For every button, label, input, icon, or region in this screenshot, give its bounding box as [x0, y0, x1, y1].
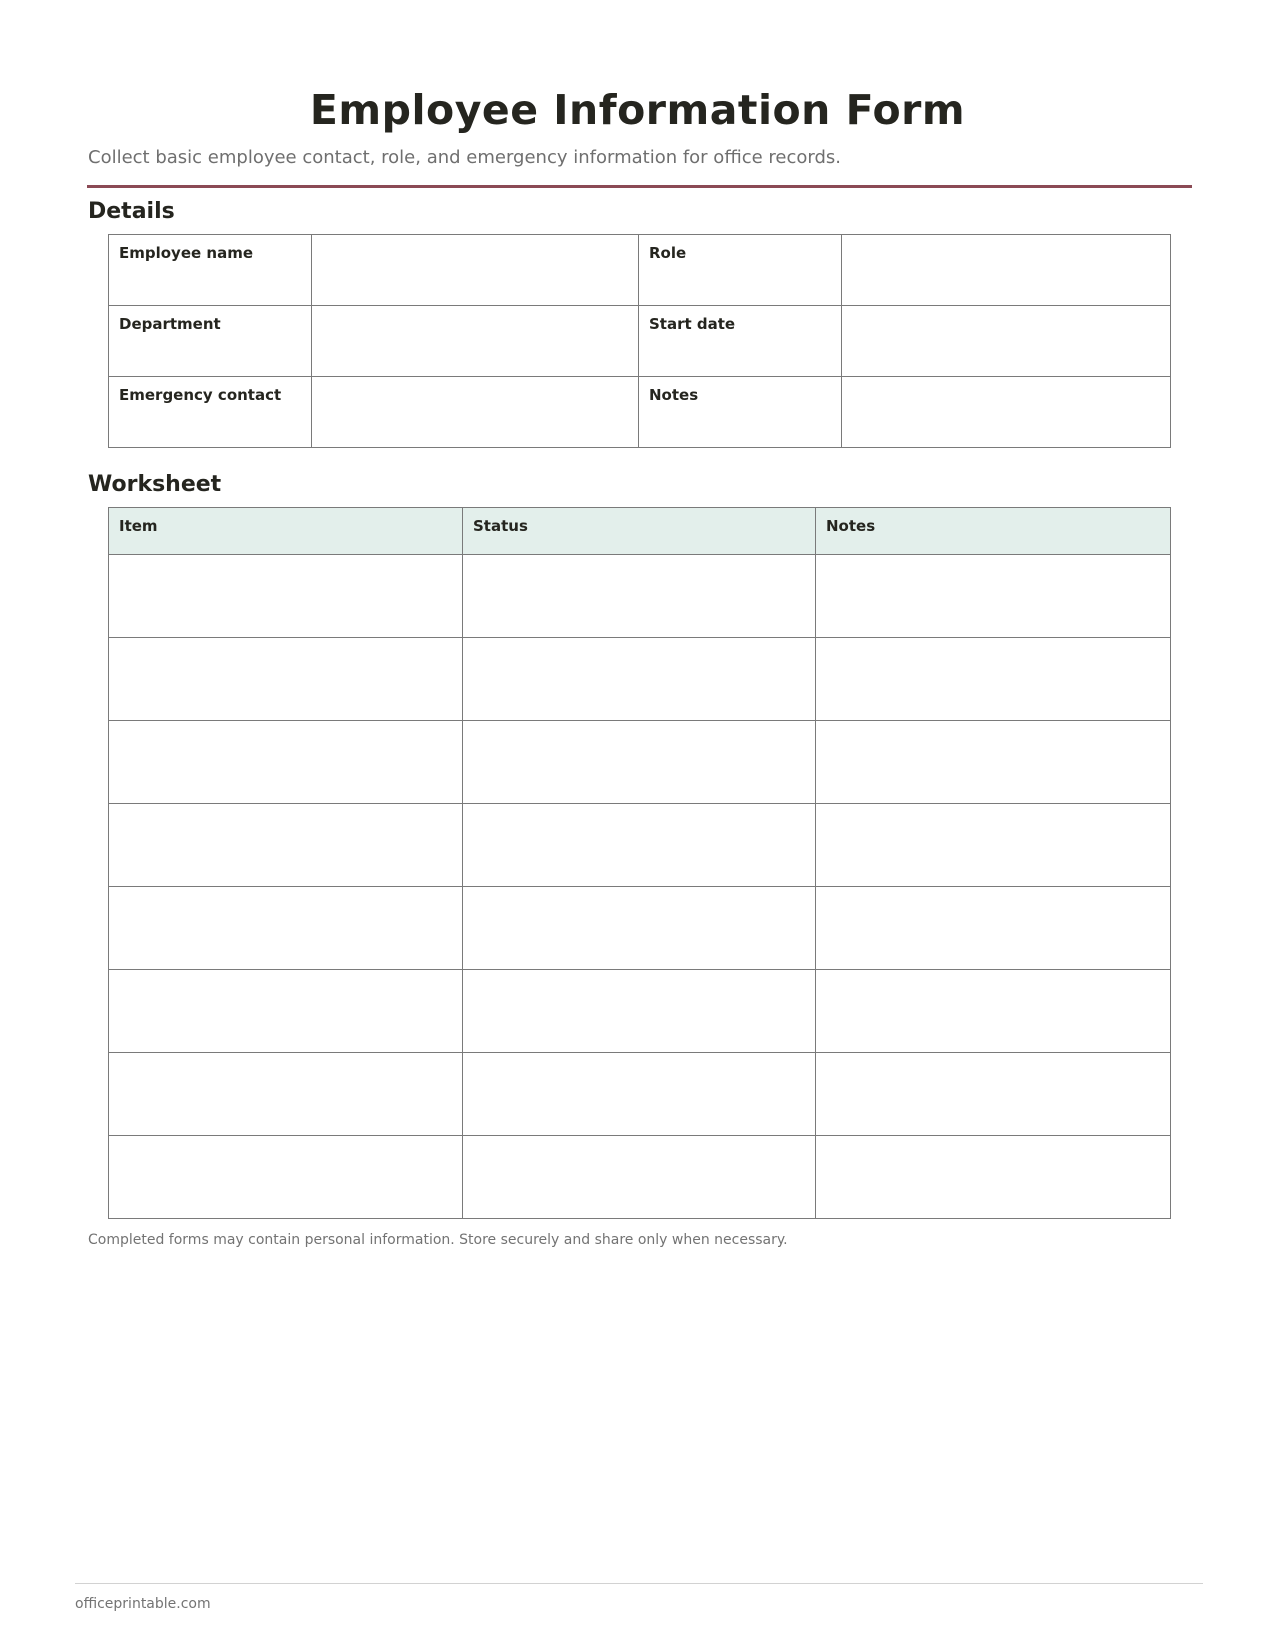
details-row	[109, 235, 1171, 306]
details-row	[109, 377, 1171, 448]
emergency-contact-label: Emergency contact	[109, 377, 312, 448]
start-date-label: Start date	[639, 306, 842, 377]
item-cell[interactable]	[109, 1136, 463, 1219]
page-subtitle: Collect basic employee contact, role, and emergency information for office records.	[88, 147, 842, 168]
item-cell[interactable]	[109, 721, 463, 804]
notes-cell[interactable]	[816, 555, 1171, 638]
employee-name-label: Employee name	[109, 235, 312, 306]
start-date-field[interactable]	[842, 306, 1171, 377]
notes-cell[interactable]	[816, 1136, 1171, 1219]
status-cell[interactable]	[463, 555, 816, 638]
notes-cell[interactable]	[816, 804, 1171, 887]
notes-field[interactable]	[842, 377, 1171, 448]
status-cell[interactable]	[463, 1136, 816, 1219]
status-cell[interactable]	[463, 721, 816, 804]
column-header-status: Status	[463, 508, 816, 555]
title-divider	[87, 185, 1192, 188]
status-cell[interactable]	[463, 1053, 816, 1136]
status-cell[interactable]	[463, 887, 816, 970]
table-row	[109, 721, 1171, 804]
table-row	[109, 1053, 1171, 1136]
notes-cell[interactable]	[816, 1053, 1171, 1136]
employee-name-field[interactable]	[312, 235, 639, 306]
status-cell[interactable]	[463, 638, 816, 721]
department-label: Department	[109, 306, 312, 377]
footer-divider	[75, 1583, 1203, 1584]
emergency-contact-field[interactable]	[312, 377, 639, 448]
notes-cell[interactable]	[816, 887, 1171, 970]
worksheet-header-row	[109, 508, 1171, 555]
notes-cell[interactable]	[816, 638, 1171, 721]
notes-cell[interactable]	[816, 970, 1171, 1053]
worksheet-heading: Worksheet	[88, 472, 222, 497]
worksheet-table	[108, 507, 1171, 1219]
table-row	[109, 638, 1171, 721]
department-field[interactable]	[312, 306, 639, 377]
item-cell[interactable]	[109, 555, 463, 638]
table-row	[109, 1136, 1171, 1219]
notes-cell[interactable]	[816, 721, 1171, 804]
item-cell[interactable]	[109, 1053, 463, 1136]
column-header-notes: Notes	[816, 508, 1171, 555]
table-row	[109, 970, 1171, 1053]
item-cell[interactable]	[109, 887, 463, 970]
status-cell[interactable]	[463, 970, 816, 1053]
privacy-footnote: Completed forms may contain personal information. Store securely and share only when necessary.	[88, 1232, 788, 1248]
table-row	[109, 804, 1171, 887]
table-row	[109, 555, 1171, 638]
role-label: Role	[639, 235, 842, 306]
details-row	[109, 306, 1171, 377]
item-cell[interactable]	[109, 804, 463, 887]
worksheet-body	[109, 555, 1171, 1219]
status-cell[interactable]	[463, 804, 816, 887]
footer-site: officeprintable.com	[75, 1596, 211, 1612]
page-title: Employee Information Form	[309, 86, 966, 134]
column-header-item: Item	[109, 508, 463, 555]
table-row	[109, 887, 1171, 970]
item-cell[interactable]	[109, 638, 463, 721]
item-cell[interactable]	[109, 970, 463, 1053]
details-table	[108, 234, 1171, 448]
details-heading: Details	[88, 199, 175, 224]
notes-label: Notes	[639, 377, 842, 448]
role-field[interactable]	[842, 235, 1171, 306]
